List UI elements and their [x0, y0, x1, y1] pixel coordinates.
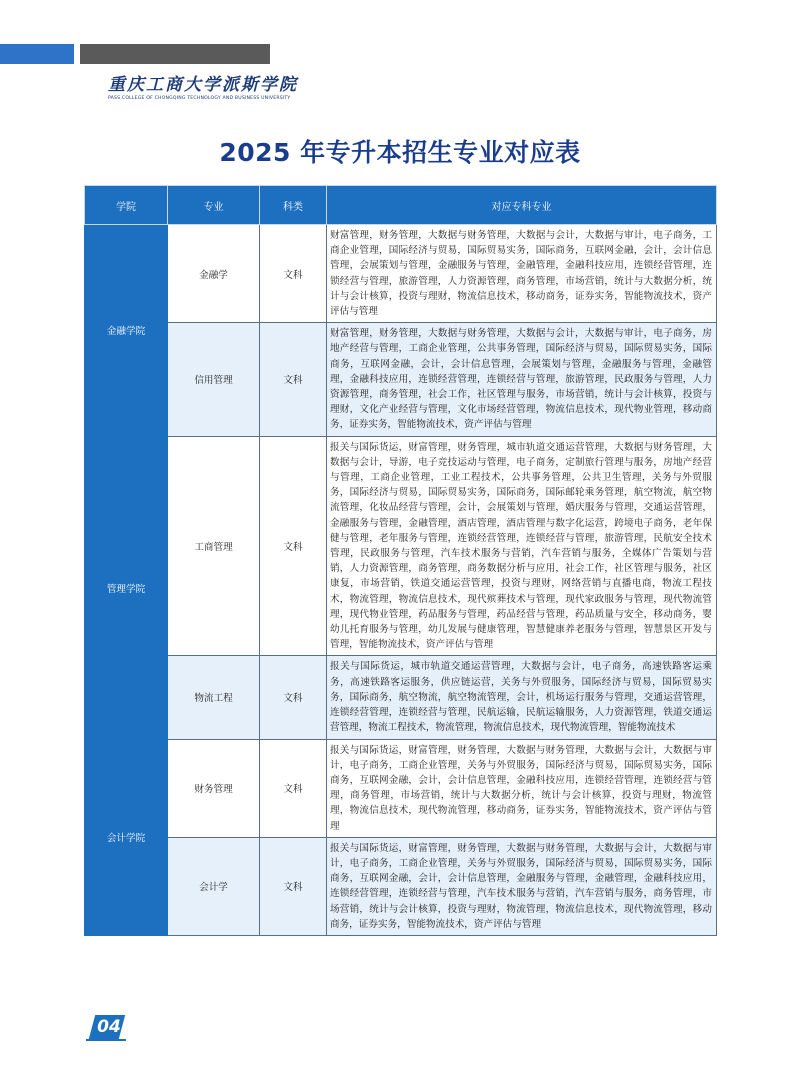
major-cell: 信用管理: [168, 323, 260, 436]
table-row: [85, 739, 717, 837]
header-category: 科类: [260, 186, 327, 225]
header-programs: 对应专科专业: [327, 186, 717, 225]
major-mapping-table: [84, 185, 717, 936]
programs-cell: 报关与国际货运，城市轨道交通运营管理，大数据与会计，电子商务，高速铁路客运乘务，高速铁路客运服务，供应链运营，关务与外贸服务，国际经济与贸易，国际贸易实务，国际商务，航空物流，航空物流管理，会计，机场运行服务与管理，交通运营管理，连锁经营管理，连锁经营与管理，民航运输，民航运输服务，人力资源管理，铁道交通运营管理，物流工程技术，物流管理，物流信息技术，现代物流管理，智能物流技术: [327, 656, 717, 739]
header-major: 专业: [168, 186, 260, 225]
major-cell: 会计学: [168, 837, 260, 935]
category-cell: 文科: [260, 837, 327, 935]
category-cell: 文科: [260, 739, 327, 837]
school-name: 重庆工商大学派斯学院: [108, 75, 298, 95]
table-row: [85, 656, 717, 739]
major-cell: 财务管理: [168, 739, 260, 837]
major-cell: 工商管理: [168, 436, 260, 656]
college-cell: 金融学院: [85, 225, 168, 437]
header-accent-bar-blue: [0, 44, 74, 64]
college-cell: 会计学院: [85, 739, 168, 935]
page-number-badge: [86, 1015, 126, 1041]
table-row: [85, 225, 717, 323]
category-cell: 文科: [260, 323, 327, 436]
table-row: [85, 323, 717, 436]
college-cell: 管理学院: [85, 436, 168, 739]
table-header-row: [85, 186, 717, 225]
major-cell: 物流工程: [168, 656, 260, 739]
major-cell: 金融学: [168, 225, 260, 323]
programs-cell: 财富管理，财务管理，大数据与财务管理，大数据与会计，大数据与审计，电子商务，工商企业管理，国际经济与贸易，国际贸易实务，国际商务，互联网金融，会计，会计信息管理，会展策划与管理，金融服务与管理，金融管理，金融科技应用，连锁经营管理，连锁经营与管理，旅游管理，人力资源管理，商务管理，市场营销，统计与大数据分析，统计与会计核算，投资与理财，物流信息技术，移动商务，证券实务，智能物流技术，资产评估与管理: [327, 225, 717, 323]
programs-cell: 报关与国际货运，财富管理，财务管理，大数据与财务管理，大数据与会计，大数据与审计，电子商务，工商企业管理，关务与外贸服务，国际经济与贸易，国际贸易实务，国际商务，互联网金融，会计，会计信息管理，金融科技应用，连锁经营管理，连锁经营与管理，商务管理，市场营销，统计与大数据分析，统计与会计核算，投资与理财，物流管理，物流信息技术，现代物流管理，移动商务，证券实务，智能物流技术，资产评估与管理: [327, 739, 717, 837]
category-cell: 文科: [260, 225, 327, 323]
school-logo: [108, 70, 298, 101]
page-title: 2025 年专升本招生专业对应表: [219, 138, 581, 167]
category-cell: 文科: [260, 436, 327, 656]
programs-cell: 报关与国际货运，财富管理，财务管理，大数据与财务管理，大数据与会计，大数据与审计，电子商务，工商企业管理，关务与外贸服务，国际经济与贸易，国际贸易实务，国际商务，互联网金融，会计，会计信息管理，金融服务与管理，金融管理，金融科技应用，连锁经营管理，连锁经营与管理，汽车技术服务与营销，汽车营销与服务，商务管理，市场营销，统计与会计核算，投资与理财，物流管理，物流信息技术，现代物流管理，移动商务，证券实务，智能物流技术，资产评估与管理: [327, 837, 717, 935]
category-cell: 文科: [260, 656, 327, 739]
header-accent-bar-gray: [80, 44, 270, 64]
table-row: [85, 837, 717, 935]
header-college: 学院: [85, 186, 168, 225]
table-row: [85, 436, 717, 656]
programs-cell: 财富管理，财务管理，大数据与财务管理，大数据与会计，大数据与审计，电子商务，房地产经营与管理，工商企业管理，公共事务管理，国际经济与贸易，国际贸易实务，国际商务，互联网金融，会计，会计信息管理，会展策划与管理，金融服务与管理，金融管理，金融科技应用，连锁经营管理，连锁经营与管理，旅游管理，民政服务与管理，人力资源管理，商务管理，社会工作，社区管理与服务，市场营销，统计与会计核算，投资与理财，文化产业经营与管理，文化市场经营管理，物流信息技术，现代物业管理，移动商务，证券实务，智能物流技术，资产评估与管理: [327, 323, 717, 436]
programs-cell: 报关与国际货运，财富管理，财务管理，城市轨道交通运营管理，大数据与财务管理，大数据与会计，导游，电子竞技运动与管理，电子商务，定制旅行管理与服务，房地产经营与管理，工商企业管理，工业工程技术，公共事务管理，公共卫生管理，关务与外贸服务，国际经济与贸易，国际贸易实务，国际商务，国际邮轮乘务管理，航空物流，航空物流管理，化妆品经营与管理，会计，会展策划与管理，婚庆服务与管理，交通运营管理，金融服务与管理，金融管理，酒店管理，酒店管理与数字化运营，跨境电子商务，老年保健与管理，老年服务与管理，连锁经营管理，连锁经营与管理，旅游管理，民航安全技术管理，民政服务与管理，汽车技术服务与营销，汽车营销与服务，全媒体广告策划与营销，人力资源管理，商务管理，商务数据分析与应用，社会工作，社区管理与服务，社区康复，市场营销，铁道交通运营管理，投资与理财，网络营销与直播电商，物流工程技术，物流管理，物流信息技术，现代殡葬技术与管理，现代家政服务与管理，现代物流管理，现代物业管理，药品服务与管理，药品经营与管理，药品质量与安全，移动商务，婴幼儿托育服务与管理，幼儿发展与健康管理，智慧健康养老服务与管理，智慧景区开发与管理，智能物流技术，资产评估与管理: [327, 436, 717, 656]
page-number: 04: [97, 1017, 121, 1037]
school-name-en: PASS COLLEGE OF CHONGQING TECHNOLOGY AND BUSINESS UNIVERSITY: [108, 96, 291, 101]
